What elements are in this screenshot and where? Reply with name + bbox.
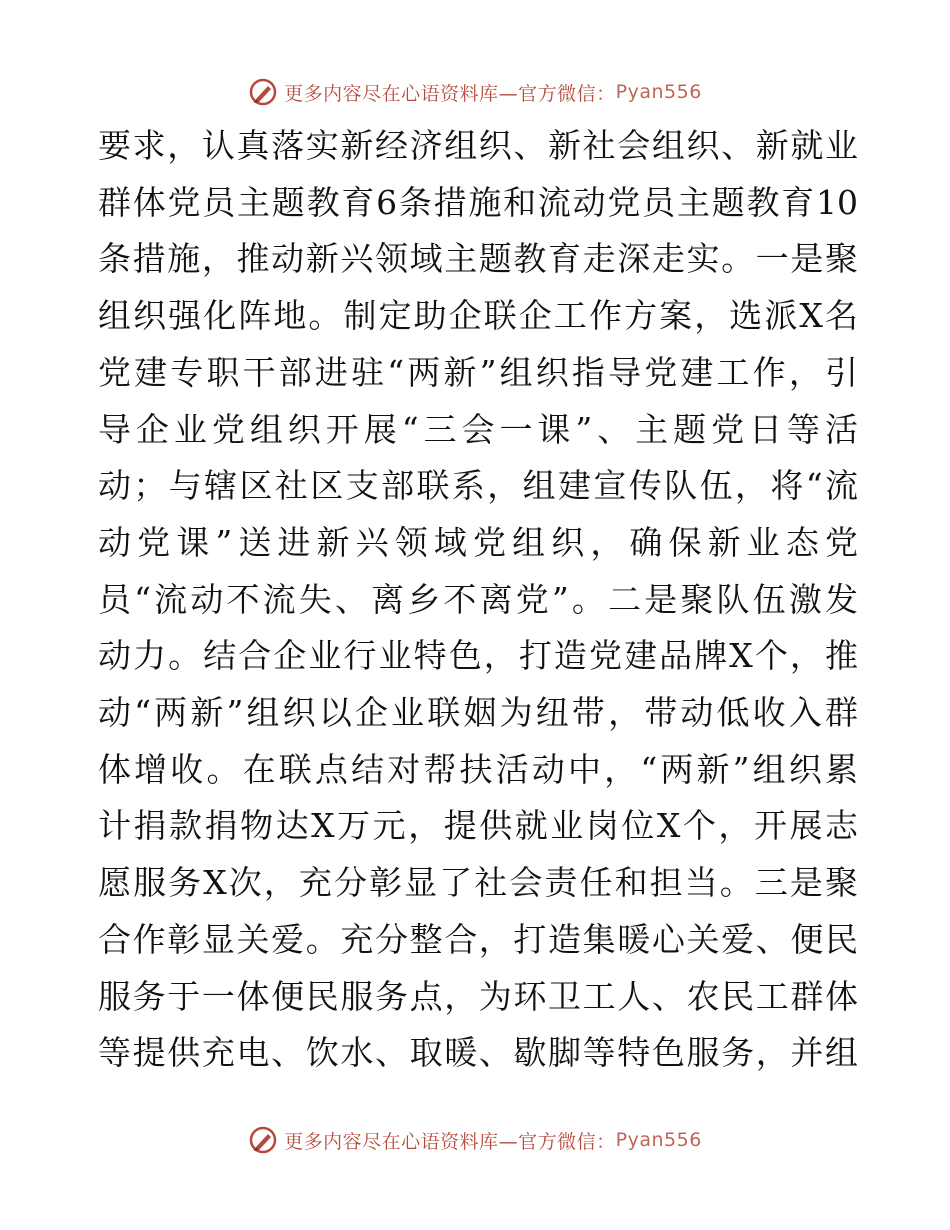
paragraph-line: 计捐款捐物达X万元，提供就业岗位X个，开展志 [98, 806, 858, 846]
paragraph-line: 群体党员主题教育6条措施和流动党员主题教育10 [98, 182, 858, 222]
paragraph-line: 导企业党组织开展“三会一课”、主题党日等活 [98, 409, 858, 449]
paragraph-line: 等提供充电、饮水、取暖、歇脚等特色服务，并组 [98, 1033, 858, 1073]
watermark-wechat-id: Pyan556 [615, 81, 702, 103]
pen-logo-icon [248, 1125, 278, 1155]
paragraph-line: 服务于一体便民服务点，为环卫工人、农民工群体 [98, 976, 858, 1016]
paragraph-line: 党建专职干部进驻“两新”组织指导党建工作，引 [98, 352, 858, 392]
paragraph-line: 动党课”送进新兴领域党组织，确保新业态党 [98, 522, 858, 562]
watermark-text: 更多内容尽在心语资料库—官方微信： [284, 1130, 616, 1153]
paragraph-line: 合作彰显关爱。充分整合，打造集暖心关爱、便民 [98, 919, 858, 959]
paragraph-line: 动；与辖区社区支部联系，组建宣传队伍，将“流 [98, 466, 858, 506]
paragraph-line: 员“流动不流失、离乡不离党”。二是聚队伍激发 [98, 579, 858, 619]
header-watermark [0, 72, 950, 112]
paragraph-line: 体增收。在联点结对帮扶活动中，“两新”组织累 [98, 749, 858, 789]
watermark-wechat-id: Pyan556 [615, 1129, 702, 1151]
paragraph-line: 组织强化阵地。制定助企联企工作方案，选派X名 [98, 296, 858, 336]
watermark-text: 更多内容尽在心语资料库—官方微信： [284, 82, 616, 105]
footer-watermark [0, 1120, 950, 1160]
paragraph-line: 条措施，推动新兴领域主题教育走深走实。一是聚 [98, 239, 858, 279]
paragraph-line: 愿服务X次，充分彰显了社会责任和担当。三是聚 [98, 863, 858, 903]
paragraph-line: 动力。结合企业行业特色，打造党建品牌X个，推 [98, 636, 858, 676]
pen-logo-icon [248, 77, 278, 107]
paragraph-line: 要求，认真落实新经济组织、新社会组织、新就业 [98, 126, 858, 165]
paragraph-line: 动“两新”组织以企业联姻为纽带，带动低收入群 [98, 693, 858, 732]
